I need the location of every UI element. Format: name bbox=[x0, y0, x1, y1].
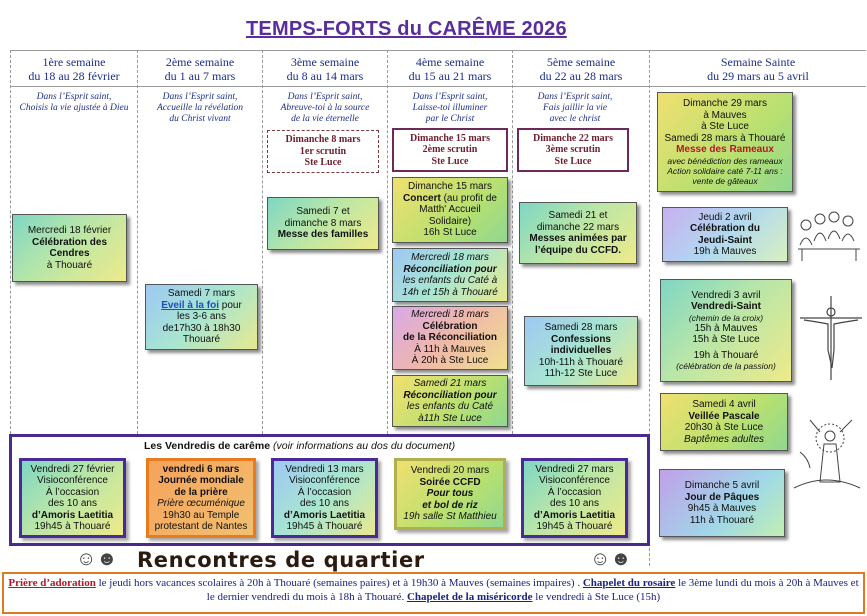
event-time: 9h45 à Mauves bbox=[687, 503, 757, 514]
vendredi-card-3 bbox=[271, 458, 378, 538]
footer-notice bbox=[2, 572, 865, 614]
scrutin-place: Ste Luce bbox=[431, 155, 469, 167]
week-header-4 bbox=[389, 55, 511, 83]
event-rameaux bbox=[657, 92, 793, 192]
scrutin-1 bbox=[267, 130, 379, 173]
event-date: Vendredi 3 avril bbox=[691, 289, 761, 301]
people-icon: ☺☻ bbox=[76, 548, 118, 570]
card-text: À l’occasion bbox=[297, 486, 352, 498]
theme-line: Abreuve-toi à la source bbox=[280, 103, 370, 113]
scrutin-label: 3ème scrutin bbox=[545, 144, 601, 156]
vendredi-card-5 bbox=[521, 458, 628, 538]
grid-divider bbox=[262, 50, 263, 434]
event-text: les enfants du Caté bbox=[406, 401, 494, 412]
event-title: Vendredi-Saint bbox=[690, 301, 761, 313]
theme-line: Dans l’Esprit saint, bbox=[36, 92, 112, 102]
people-icon: ☺☻ bbox=[590, 548, 632, 570]
event-title: Messe des Rameaux bbox=[676, 144, 774, 156]
last-supper-icon bbox=[796, 205, 862, 263]
event-date: Dimanche 5 avril bbox=[684, 480, 760, 491]
card-text: Pour tous bbox=[426, 488, 474, 500]
week-dates: du 22 au 28 mars bbox=[539, 69, 623, 83]
card-text: Visioconférence bbox=[37, 475, 108, 486]
week-header-6 bbox=[652, 55, 864, 83]
theme-line: Fais jaillir la vie bbox=[542, 103, 608, 113]
event-note: Baptêmes adultes bbox=[683, 433, 765, 445]
chapelet-label: Chapelet du rosaire bbox=[582, 577, 676, 589]
card-text: des 10 ans bbox=[550, 498, 599, 509]
card-text: Visioconférence bbox=[289, 475, 360, 486]
event-date: Dimanche 15 mars bbox=[408, 181, 492, 193]
event-ccfd-messes bbox=[519, 202, 637, 264]
week-dates: du 8 au 14 mars bbox=[286, 69, 364, 83]
event-title: Jour de Pâques bbox=[684, 491, 760, 503]
week-dates: du 1 au 7 mars bbox=[164, 69, 236, 83]
vendredi-card-4 bbox=[394, 458, 506, 530]
card-text: Prière œcuménique bbox=[157, 498, 245, 509]
card-text: et bol de riz bbox=[422, 499, 478, 511]
scrutin-label: 1er scrutin bbox=[299, 145, 347, 157]
card-title: Soirée CCFD bbox=[419, 476, 481, 488]
event-date: Samedi 21 mars bbox=[413, 378, 487, 389]
week-header-2 bbox=[139, 55, 261, 83]
grid-divider bbox=[387, 50, 388, 434]
event-title: Veillée Pascale bbox=[688, 410, 760, 422]
footer-text: le vendredi à Ste Luce (15h) bbox=[532, 591, 661, 603]
scrutin-place: Ste Luce bbox=[554, 155, 592, 167]
week-theme-2 bbox=[139, 92, 261, 125]
vendredis-heading: Les Vendredis de carême bbox=[144, 440, 271, 452]
event-text: les 3-6 ans bbox=[177, 311, 226, 323]
event-date: Samedi 28 mars à Thouaré bbox=[664, 132, 786, 144]
event-title: Célébration du bbox=[689, 223, 760, 234]
card-date: Vendredi 13 mars bbox=[285, 463, 364, 475]
card-place: 19h salle St Matthieu bbox=[403, 511, 497, 523]
event-title: Messes animées par bbox=[529, 233, 627, 244]
week-header-3 bbox=[264, 55, 386, 83]
card-text: Visioconférence bbox=[539, 475, 610, 486]
event-time: 11h à Thouaré bbox=[689, 514, 755, 526]
event-text: Matth' Accueil bbox=[419, 204, 481, 216]
card-text: des 10 ans bbox=[300, 498, 349, 509]
event-title: Célébration bbox=[422, 320, 478, 332]
card-text: des 10 ans bbox=[48, 498, 97, 509]
event-title: Jeudi-Saint bbox=[698, 234, 752, 246]
grid-top-line bbox=[10, 50, 866, 51]
event-time: 19h à Thouaré bbox=[693, 349, 759, 361]
event-time: 14h et 15h à Thouaré bbox=[402, 286, 498, 298]
vendredi-card-2 bbox=[146, 458, 256, 538]
week-name: 3ème semaine bbox=[290, 55, 360, 69]
week-name: 2ème semaine bbox=[165, 55, 235, 69]
card-date: Vendredi 27 février bbox=[30, 463, 115, 475]
card-date: vendredi 6 mars bbox=[162, 463, 240, 475]
event-time: À 20h à Ste Luce bbox=[411, 355, 489, 367]
event-title-line bbox=[149, 300, 254, 312]
scrutin-place: Ste Luce bbox=[304, 157, 342, 169]
adoration-label: Prière d’adoration bbox=[8, 577, 96, 589]
event-title: Célébration des bbox=[31, 236, 108, 248]
eveil-link[interactable]: Eveil à la foi bbox=[161, 299, 219, 311]
event-place: à Thouaré bbox=[46, 259, 93, 271]
event-date: Samedi 21 et bbox=[548, 210, 608, 221]
theme-line: Dans l’Esprit saint, bbox=[412, 92, 488, 102]
event-title: Réconciliation pour bbox=[403, 389, 497, 401]
event-text: les enfants du Caté à bbox=[402, 275, 498, 286]
event-text: Solidaire) bbox=[428, 215, 472, 227]
card-title: d’Amoris Laetitia bbox=[533, 509, 616, 521]
event-cendres bbox=[12, 214, 127, 282]
vendredis-title bbox=[144, 440, 455, 452]
theme-line: du Christ vivant bbox=[169, 114, 231, 124]
event-confessions bbox=[524, 316, 638, 386]
theme-line: par le Christ bbox=[425, 114, 475, 124]
misericorde-label: Chapelet de la miséricorde bbox=[406, 591, 533, 603]
event-time: 10h-11h à Thouaré bbox=[538, 356, 624, 368]
event-place: à Mauves bbox=[703, 109, 747, 121]
footer-text: le jeudi hors vacances scolaires à 20h à Thouaré (semaines paires) et à 19h30 à Mauves (semaines impaires) . bbox=[95, 577, 583, 589]
event-date: Samedi 28 mars bbox=[544, 322, 618, 334]
rencontres-heading: Rencontres de quartier bbox=[137, 548, 425, 572]
event-date: Samedi 7 et bbox=[296, 206, 350, 218]
grid-header-line bbox=[10, 86, 866, 87]
footer-text: le 3ème lundi du mois à 20h à Mauves et le dernier vendredi du mois à 18h à Thouaré. bbox=[206, 577, 859, 603]
event-title: Confessions bbox=[550, 333, 611, 345]
event-title: de la Réconciliation bbox=[403, 332, 497, 344]
card-title: d’Amoris Laetitia bbox=[31, 509, 114, 521]
week-theme-5 bbox=[514, 92, 636, 125]
event-note: vente de gâteaux bbox=[692, 175, 758, 186]
event-vendredi-saint bbox=[660, 279, 792, 382]
scrutin-date: Dimanche 15 mars bbox=[410, 132, 490, 144]
scrutin-date: Dimanche 22 mars bbox=[533, 132, 613, 144]
event-familles bbox=[267, 197, 379, 250]
event-place: à11h Ste Luce bbox=[418, 412, 482, 424]
event-reconciliation bbox=[392, 306, 508, 370]
week-name: Semaine Sainte bbox=[720, 55, 796, 69]
event-text: pour bbox=[219, 299, 242, 311]
event-date: Mercredi 18 mars bbox=[411, 252, 489, 263]
event-title: individuelles bbox=[550, 345, 612, 357]
event-date: dimanche 22 mars bbox=[536, 221, 620, 233]
card-time: 19h45 à Thouaré bbox=[286, 521, 363, 532]
theme-line: Dans l’Esprit saint, bbox=[162, 92, 238, 102]
event-date: Samedi 7 mars bbox=[167, 288, 236, 300]
event-note: avec bénédiction des rameaux bbox=[667, 155, 783, 166]
theme-line: Dans l’Esprit saint, bbox=[537, 92, 613, 102]
event-concert bbox=[392, 177, 508, 243]
event-place: à Ste Luce bbox=[701, 121, 749, 133]
card-time: 19h45 à Thouaré bbox=[536, 521, 613, 532]
event-place: 19h à Mauves bbox=[693, 246, 757, 257]
page-title: TEMPS-FORTS du CARÊME 2026 bbox=[246, 18, 567, 40]
week-dates: du 18 au 28 février bbox=[28, 69, 120, 83]
card-text: À l’occasion bbox=[45, 486, 100, 498]
theme-line: de la vie éternelle bbox=[291, 114, 359, 124]
event-title: Messe des familles bbox=[277, 229, 369, 241]
event-date: Dimanche 29 mars bbox=[683, 98, 767, 110]
card-date: Vendredi 20 mars bbox=[410, 465, 490, 477]
event-title: Réconciliation pour bbox=[403, 263, 497, 275]
event-date: Jeudi 2 avril bbox=[698, 211, 752, 223]
card-time: 19h45 à Thouaré bbox=[34, 521, 111, 532]
event-jeudi-saint bbox=[662, 207, 788, 262]
event-date: Mercredi 18 février bbox=[27, 225, 112, 236]
week-theme-4 bbox=[389, 92, 511, 125]
event-paques bbox=[659, 469, 785, 537]
crucifix-icon bbox=[798, 292, 864, 382]
card-text: À l’occasion bbox=[547, 486, 602, 498]
event-reconciliation-cate bbox=[392, 375, 508, 427]
event-veillee-pascale bbox=[660, 393, 788, 451]
event-time: 11h-12 Ste Luce bbox=[544, 368, 618, 380]
week-header-1 bbox=[12, 55, 136, 83]
event-title: l’équipe du CCFD. bbox=[534, 244, 622, 256]
week-theme-3 bbox=[264, 92, 386, 125]
event-date: Mercredi 18 mars bbox=[411, 309, 489, 321]
theme-line: Accueille la révélation bbox=[157, 103, 243, 113]
resurrection-icon bbox=[790, 412, 864, 496]
week-name: 4ème semaine bbox=[415, 55, 485, 69]
card-place: protestant de Nantes bbox=[154, 521, 248, 532]
card-time: 19h30 au Temple bbox=[162, 509, 240, 521]
event-date: dimanche 8 mars bbox=[284, 217, 362, 229]
week-dates: du 15 au 21 mars bbox=[408, 69, 492, 83]
event-place: Thouaré bbox=[182, 334, 221, 346]
event-time: de17h30 à 18h30 bbox=[162, 322, 241, 334]
event-note: Action solidaire caté 7-11 ans : bbox=[667, 165, 783, 176]
event-eveil bbox=[145, 284, 258, 350]
vendredi-card-1 bbox=[19, 458, 126, 538]
theme-line: Dans l’Esprit saint, bbox=[287, 92, 363, 102]
week-header-5 bbox=[514, 55, 648, 83]
event-title: Cendres bbox=[49, 248, 90, 259]
card-date: Vendredi 27 mars bbox=[535, 463, 614, 475]
week-name: 5ème semaine bbox=[546, 55, 616, 69]
event-title: Concert bbox=[403, 192, 441, 204]
scrutin-2 bbox=[392, 128, 508, 172]
week-name: 1ère semaine bbox=[42, 55, 106, 69]
theme-line: Laisse-toi illuminer bbox=[412, 103, 488, 113]
vendredis-note: (voir informations au dos du document) bbox=[270, 440, 456, 452]
theme-line: avec le christ bbox=[549, 114, 601, 124]
week-theme-1 bbox=[8, 92, 140, 114]
card-title: d’Amoris Laetitia bbox=[283, 509, 366, 521]
scrutin-label: 2ème scrutin bbox=[422, 144, 478, 156]
event-time: 20h30 à Ste Luce bbox=[684, 422, 764, 433]
card-title: de la prière bbox=[174, 486, 228, 498]
event-time: 15h à Ste Luce bbox=[692, 334, 760, 346]
theme-line: Choisis la vie ajustée à Dieu bbox=[19, 103, 129, 113]
event-time: 15h à Mauves bbox=[694, 322, 758, 334]
grid-divider bbox=[512, 50, 513, 434]
week-dates: du 29 mars au 5 avril bbox=[707, 69, 809, 83]
scrutin-date: Dimanche 8 mars bbox=[285, 134, 361, 146]
event-time: À 11h à Mauves bbox=[414, 343, 486, 355]
event-note: (célébration de la passion) bbox=[676, 361, 776, 372]
event-note: (chemin de la croix) bbox=[688, 312, 764, 323]
event-text: (au profit de bbox=[440, 192, 497, 204]
scrutin-3 bbox=[517, 128, 629, 172]
event-date: Samedi 4 avril bbox=[692, 399, 756, 410]
card-title: Journée mondiale bbox=[158, 475, 244, 486]
event-reconciliation-enfants bbox=[392, 248, 508, 302]
event-place: 16h St Luce bbox=[423, 227, 477, 239]
